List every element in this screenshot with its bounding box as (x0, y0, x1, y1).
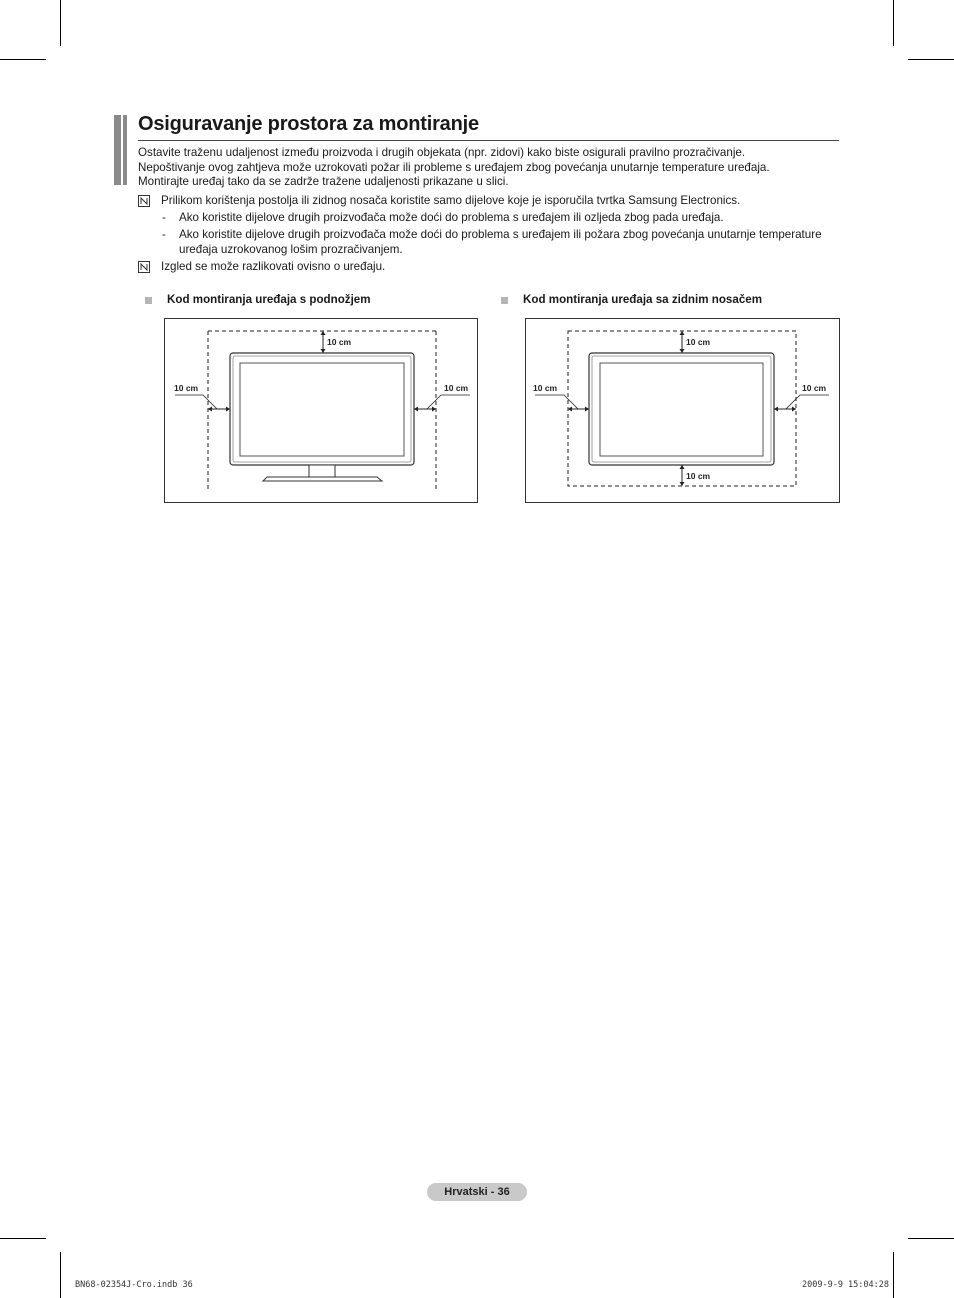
crop-mark (908, 1238, 954, 1239)
bottom-clearance-label: 10 cm (686, 471, 711, 481)
top-clearance-label: 10 cm (327, 337, 352, 347)
right-clearance-label: 10 cm (444, 383, 469, 393)
intro-line: Montirajte uređaj tako da se zadrže tražene udaljenosti prikazane u slici. (138, 175, 509, 189)
note-icon (138, 195, 150, 207)
note-text: Izgled se može razlikovati ovisno o uređaju. (161, 260, 386, 273)
square-bullet-icon (501, 297, 508, 304)
print-date-info: 2009-9-9 15:04:28 (802, 1280, 889, 1290)
intro-line: Ostavite traženu udaljenost između proizvoda i drugih objekata (npr. zidovi) kako biste osigurali pravilno prozračivanje. (138, 146, 746, 159)
print-file-info: BN68-02354J-Cro.indb 36 (75, 1280, 193, 1290)
intro-text (138, 146, 838, 190)
note-text: Prilikom korištenja postolja ili zidnog nosača koristite samo dijelove koje je isporučila tvrtka Samsung Electronics. (161, 194, 741, 207)
crop-mark (60, 1252, 61, 1298)
crop-mark (60, 0, 61, 46)
crop-mark (893, 0, 894, 46)
left-clearance-label: 10 cm (533, 383, 558, 393)
note-icon (138, 261, 150, 273)
crop-mark (0, 1238, 46, 1239)
page-number-badge: Hrvatski - 36 (427, 1183, 527, 1201)
stand-clearance-diagram (164, 318, 478, 503)
dash-marker: - (162, 228, 166, 241)
crop-mark (0, 59, 46, 60)
title-rule (138, 140, 839, 141)
page-title: Osiguravanje prostora za montiranje (138, 113, 479, 135)
top-clearance-label: 10 cm (686, 337, 711, 347)
tv-icon (230, 353, 414, 481)
left-clearance-label: 10 cm (174, 383, 199, 393)
dash-text: Ako koristite dijelove drugih proizvođača može doći do problema s uređajem ili požara zbog povećanja unutarnje temperature uređaja uzrokovanog lošim prozračivanjem. (179, 228, 822, 256)
crop-mark (893, 1252, 894, 1298)
square-bullet-icon (145, 297, 152, 304)
intro-line: Nepoštivanje ovog zahtjeva može uzrokovati požar ili probleme s uređajem zbog povećanja unutarnje temperature uređaja. (138, 160, 770, 174)
tv-icon (589, 353, 774, 465)
dash-text: Ako koristite dijelove drugih proizvođača može doći do problema s uređajem ili ozljeda zbog pada uređaja. (179, 211, 724, 224)
right-clearance-label: 10 cm (802, 383, 827, 393)
crop-mark (908, 59, 954, 60)
wall-clearance-diagram (525, 318, 840, 503)
dash-marker: - (162, 211, 166, 224)
